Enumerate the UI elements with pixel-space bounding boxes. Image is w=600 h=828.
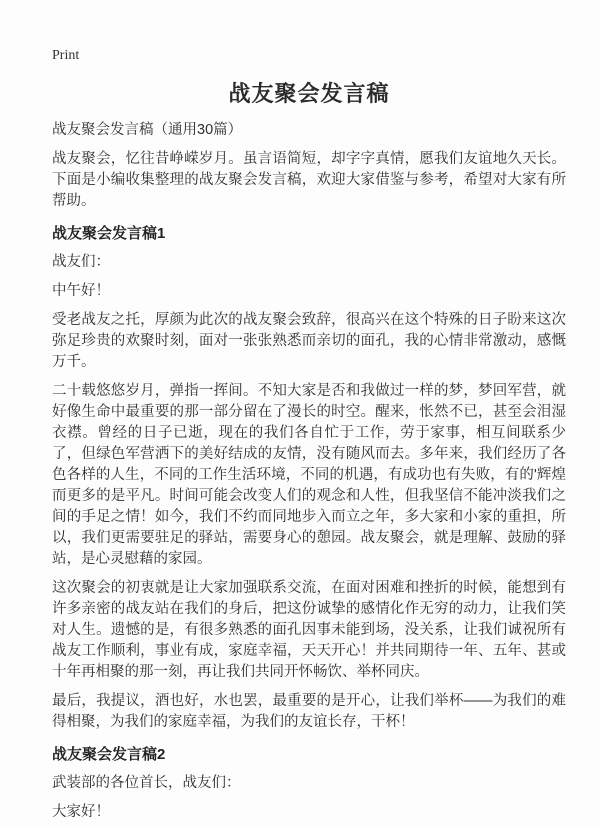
- section-1-greeting: 中午好！: [52, 283, 110, 299]
- section-1-salutation: 战友们：: [52, 254, 110, 270]
- section-1-heading: 战友聚会发言稿1: [52, 225, 166, 242]
- section-2-heading: 战友聚会发言稿2: [52, 746, 166, 763]
- section-1-paragraph: 受老战友之托，厚颜为此次的战友聚会致辞，很高兴在这个特殊的日子盼来这次弥足珍贵的欢聚时刻，面对一张张熟悉而亲切的面孔，我的心情非常激动，感慨万千。: [52, 312, 566, 370]
- section-2-greeting: 大家好！: [52, 804, 110, 820]
- page-title: 战友聚会发言稿: [228, 81, 390, 106]
- section-2-salutation: 武装部的各位首长，战友们：: [52, 775, 241, 791]
- intro-paragraph: 战友聚会，忆往昔峥嵘岁月。虽言语简短，却字字真情，愿我们友谊地久天长。下面是小编收集整理的战友聚会发言稿，欢迎大家借鉴与参考，希望对大家有所帮助。: [52, 151, 566, 209]
- document-subtitle: 战友聚会发言稿（通用30篇）: [52, 122, 243, 138]
- section-1-paragraph: 最后，我提议，酒也好，水也罢，最重要的是开心，让我们举杯——为我们的难得相聚，为我们的家庭幸福，为我们的友谊长存，干杯！: [52, 693, 566, 730]
- section-1-paragraph: 这次聚会的初衷就是让大家加强联系交流，在面对困难和挫折的时候，能想到有许多亲密的战友站在我们的身后，把这份诚挚的感情化作无穷的动力，让我们笑对人生。遗憾的是，有很多熟悉的面孔因事未能到场，没关系，让我们诚祝所有战友工作顺利，事业有成，家庭幸福，天天开心！并共同期待一年、五年、甚或十年再相聚的那一刻，再让我们共同开怀畅饮、举杯同庆。: [52, 580, 566, 680]
- section-1-paragraph: 二十载悠悠岁月，弹指一挥间。不知大家是否和我做过一样的梦，梦回军营，就好像生命中最重要的那一部分留在了漫长的时空。醒来，怅然不已，甚至会泪湿衣襟。曾经的日子已逝，现在的我们各自忙于工作，劳于家事，相互间联系少了，但绿色军营洒下的美好结成的友情，没有随风而去。多年来，我们经历了各色各样的人生，不同的工作生活环境，不同的机遇，有成功也有失败，有的'辉煌而更多的是平凡。时间可能会改变人们的观念和人性，但我坚信不能冲淡我们之间的手足之情！如今，我们不约而同地步入而立之年，多大家和小家的重担，所以，我们更需要驻足的驿站，需要身心的憩园。战友聚会，就是理解、鼓励的驿站，是心灵慰藉的家园。: [52, 383, 566, 567]
- print-button[interactable]: Print: [52, 48, 80, 63]
